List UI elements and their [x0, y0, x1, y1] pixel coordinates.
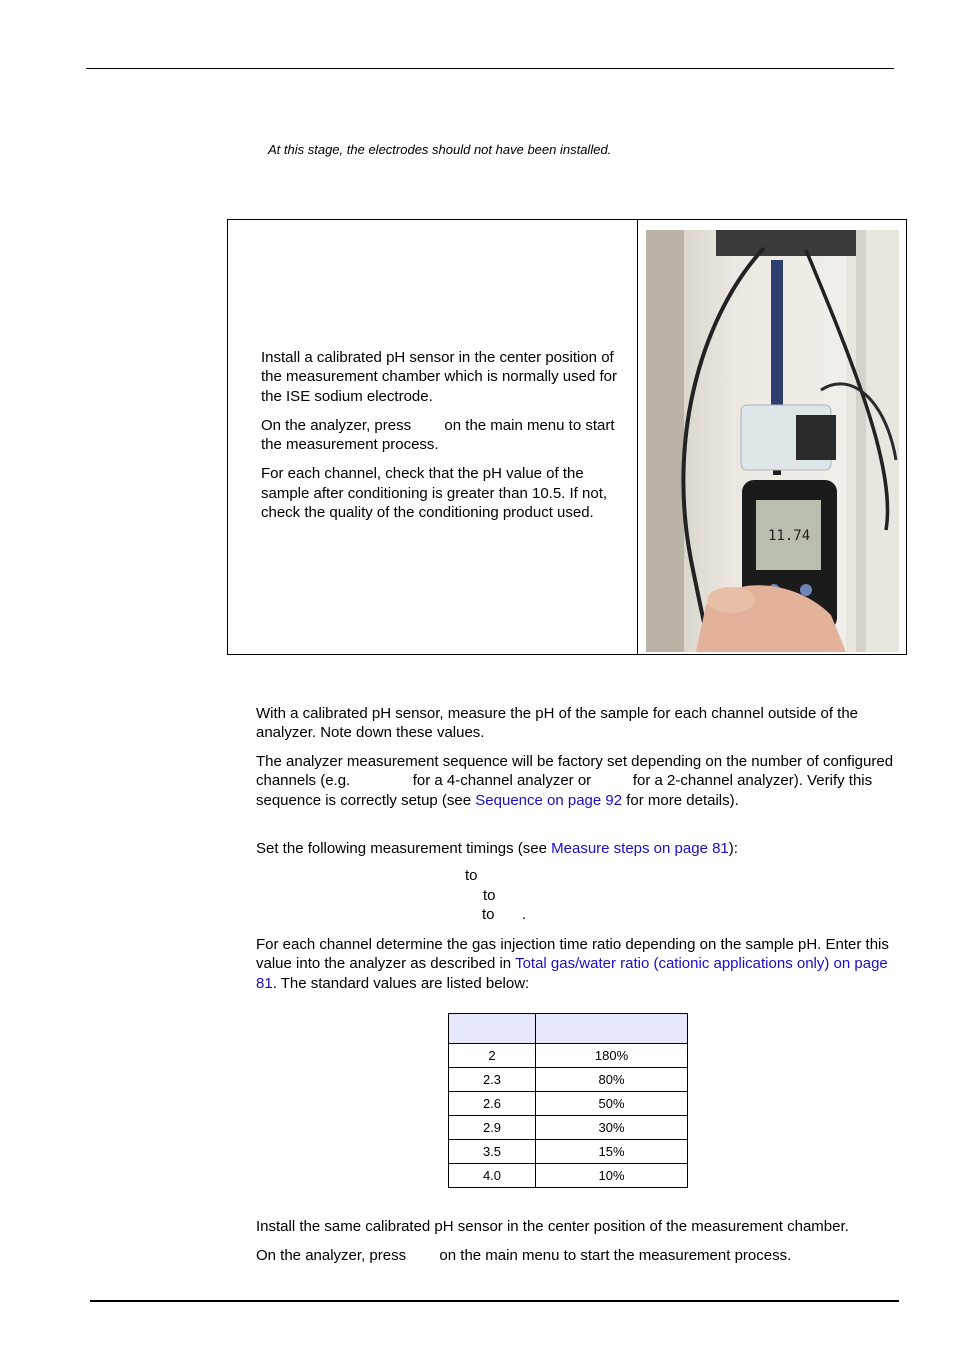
install-sensor-paragraph: [256, 1217, 906, 1236]
table-header-row: [449, 1014, 688, 1044]
table-cell-ratio: 50%: [536, 1092, 688, 1116]
procedure-steps: [261, 348, 631, 532]
timings-text: Set the following measurement timings (see: [256, 840, 552, 857]
start-measurement-paragraph: [256, 1246, 906, 1265]
table-cell-ratio: 10%: [536, 1164, 688, 1188]
sequence-paragraph: [256, 752, 906, 810]
timings-paragraph: [256, 839, 906, 858]
measure-sample-text: With a calibrated pH sensor, measure the pH of the sample for each channel outside of the analyzer. Note down these values.: [256, 705, 859, 742]
box-divider: [637, 220, 638, 654]
gas-ratio-paragraph: [256, 935, 906, 993]
timings-text-end: ):: [728, 840, 738, 857]
measure-steps-link[interactable]: Measure steps on page 81: [551, 840, 729, 857]
table-cell-ph: 2: [449, 1044, 536, 1068]
table-row: [449, 1164, 688, 1188]
timing-2: to: [483, 887, 496, 904]
gas-ratio-text: For each channel determine the gas injection time ratio depending on the sample pH. Enter this value into the analyzer as described in: [256, 936, 889, 973]
step-install-sensor: Install a calibrated pH sensor in the center position of the measurement chamber which is normally used for the ISE sodium electrode.: [261, 349, 617, 405]
footer-rule: [90, 1300, 899, 1302]
measure-sample-paragraph: [256, 704, 906, 743]
gas-ratio-table: [448, 1013, 688, 1188]
procedure-box: [227, 219, 907, 655]
gas-ratio-text-end: . The standard values are listed below:: [272, 974, 530, 992]
table-cell-ratio: 30%: [536, 1116, 688, 1140]
table-row: [449, 1068, 688, 1092]
meter-display-text: 11.74: [768, 528, 811, 544]
table-cell-ph: 3.5: [449, 1140, 536, 1164]
table-cell-ph: 4.0: [449, 1164, 536, 1188]
installation-note: At this stage, the electrodes should not have been installed.: [268, 142, 612, 157]
table-cell-ph: 2.6: [449, 1092, 536, 1116]
table-row: [449, 1116, 688, 1140]
table-cell-ratio: 80%: [536, 1068, 688, 1092]
table-cell-ph: 2.3: [449, 1068, 536, 1092]
table-cell-ratio: 15%: [536, 1140, 688, 1164]
install-sensor-text: Install the same calibrated pH sensor in the center position of the measurement chamber.: [256, 1218, 849, 1235]
timing-1: to: [465, 867, 478, 884]
step-start-measurement: On the analyzer, press on the main menu to start the measurement process.: [261, 416, 619, 454]
start-measurement-text: On the analyzer, press on the main menu to start the measurement process.: [256, 1247, 792, 1264]
step-check-ph: For each channel, check that the pH value of the sample after conditioning is greater than 10.5. If not, check the quality of the conditioning product used.: [261, 465, 608, 522]
timing-3-end: .: [522, 906, 527, 923]
table-cell-ratio: 180%: [536, 1044, 688, 1068]
timing-3: to: [482, 906, 495, 923]
sequence-text-end: for more details).: [622, 791, 739, 809]
table-row: [449, 1140, 688, 1164]
sequence-link[interactable]: Sequence on page 92: [475, 791, 623, 809]
table-row: [449, 1044, 688, 1068]
sequence-text: The analyzer measurement sequence will be factory set depending on the number of configured channels (e.g. for a 4-channel analyzer or for a 2-channel analyzer). Verify this sequence is correctly setup (see: [256, 753, 898, 809]
table-header-ph: [449, 1014, 536, 1044]
table-cell-ph: 2.9: [449, 1116, 536, 1140]
header-rule: [86, 68, 894, 69]
table-header-ratio: [536, 1014, 688, 1044]
gas-ratio-link[interactable]: Total gas/water ratio (cationic applications only) on page 81: [256, 955, 888, 992]
ph-meter-photo: [646, 230, 899, 652]
table-row: [449, 1092, 688, 1116]
